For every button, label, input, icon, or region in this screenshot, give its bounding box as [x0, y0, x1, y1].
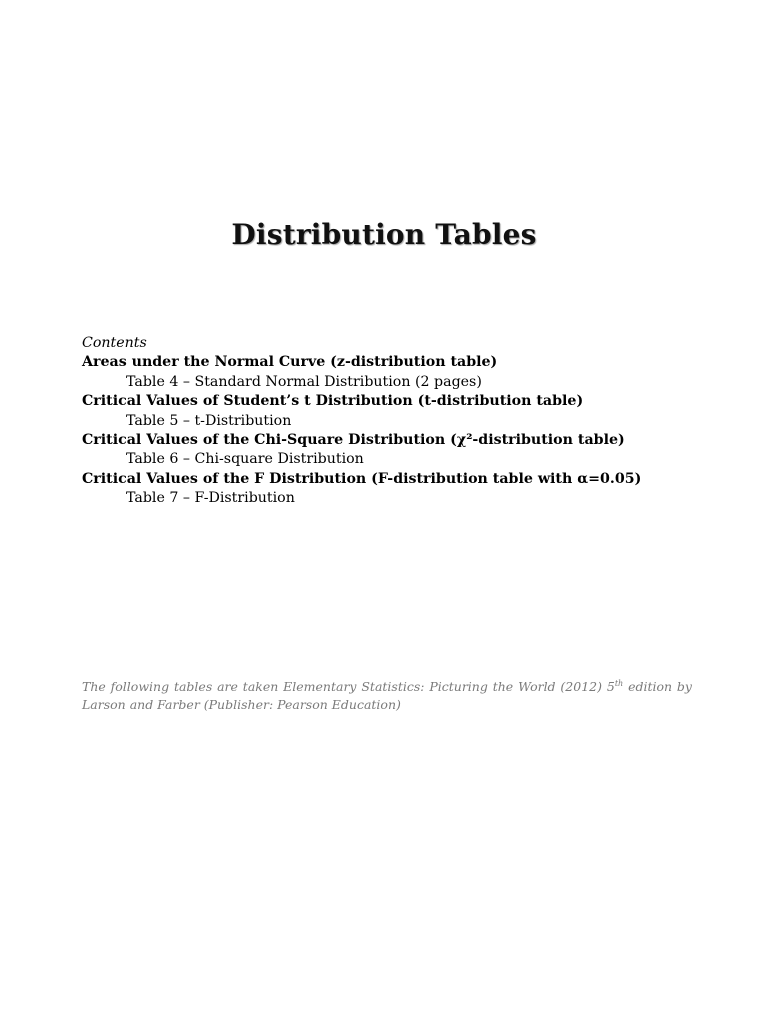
document-title: Distribution Tables — [231, 218, 537, 251]
contents-section-t: Critical Values of Student’s t Distribution (t-distribution table) — [82, 393, 584, 410]
contents-table-7: Table 7 – F-Distribution — [126, 490, 295, 507]
source-note-text-end: edition by Larson and Farber (Publisher: Pearson Education) — [82, 679, 692, 712]
contents-section-f: Critical Values of the F Distribution (F-distribution table with α=0.05) — [82, 470, 642, 487]
contents-table-6: Table 6 – Chi-square Distribution — [126, 451, 364, 468]
source-note-superscript: th — [614, 678, 624, 688]
source-note — [82, 678, 692, 713]
contents-section-chi-square: Critical Values of the Chi-Square Distribution (χ²-distribution table) — [82, 432, 625, 449]
contents-table-4: Table 4 – Standard Normal Distribution (2 pages) — [126, 373, 482, 390]
table-of-contents — [82, 334, 722, 509]
contents-table-5: Table 5 – t-Distribution — [126, 412, 292, 429]
source-note-text: The following tables are taken Elementary Statistics: Picturing the World (2012) 5 — [82, 679, 615, 694]
contents-label: Contents — [82, 335, 147, 351]
contents-section-normal: Areas under the Normal Curve (z-distribution table) — [82, 354, 498, 371]
